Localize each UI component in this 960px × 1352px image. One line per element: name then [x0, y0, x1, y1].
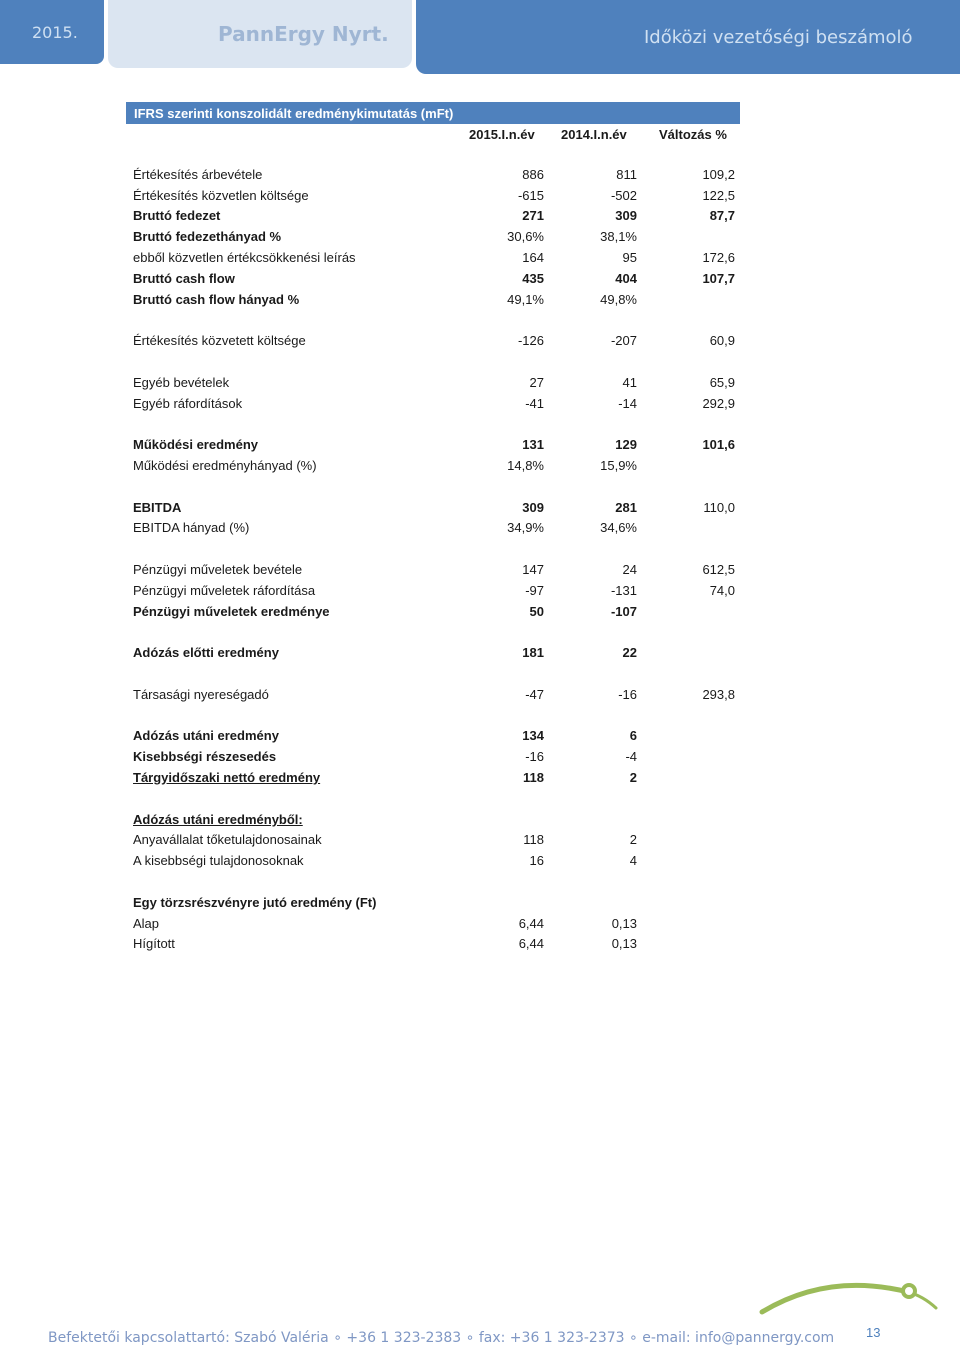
value-2015: 6,44 — [518, 936, 544, 952]
table-row — [133, 601, 743, 622]
value-2015: 181 — [522, 645, 544, 661]
table-row — [133, 164, 743, 185]
value-2014: -207 — [610, 333, 637, 349]
value-2015: 271 — [522, 208, 544, 224]
table-row — [133, 850, 743, 871]
value-2014: 38,1% — [600, 229, 637, 245]
value-change: 110,0 — [703, 499, 735, 515]
row-label: Adózás utáni eredmény — [133, 728, 279, 744]
value-2015: 27 — [529, 374, 544, 390]
value-change: 172,6 — [702, 250, 735, 266]
row-label: Bruttó cash flow — [133, 270, 235, 286]
table-row — [133, 642, 743, 663]
table-row — [133, 372, 743, 393]
value-change: 101,6 — [702, 437, 735, 453]
row-label: Pénzügyi műveletek bevétele — [133, 562, 303, 578]
spacer-row — [133, 705, 743, 726]
table-row — [133, 518, 743, 539]
value-2014: 49,8% — [600, 291, 637, 307]
value-2014: 281 — [615, 499, 637, 515]
value-2015: 50 — [529, 603, 544, 619]
row-label: Alap — [133, 915, 160, 931]
row-label: Adózás utáni eredményből: — [133, 811, 303, 827]
spacer-row — [133, 310, 743, 331]
value-2015: -16 — [525, 749, 544, 765]
table-row — [133, 330, 743, 351]
table-row — [133, 455, 743, 476]
value-2014: 15,9% — [600, 458, 637, 474]
spacer-row — [133, 538, 743, 559]
value-2015: 34,9% — [507, 520, 544, 536]
value-change: 87,7 — [709, 208, 735, 224]
column-header-2014: 2014.I.n.év — [561, 126, 627, 142]
spacer-row — [133, 476, 743, 497]
value-2014: 41 — [622, 374, 637, 390]
row-label: EBITDA — [133, 499, 182, 515]
row-label: Értékesítés közvetett költsége — [133, 333, 306, 349]
row-label: Értékesítés közvetlen költsége — [133, 187, 309, 203]
value-2014: -16 — [618, 686, 637, 702]
row-label: Egy törzsrészvényre jutó eredmény (Ft) — [133, 894, 377, 910]
row-label: Bruttó cash flow hányad % — [133, 291, 300, 307]
row-label: Bruttó fedezet — [133, 208, 221, 224]
footer-contact: Befektetői kapcsolattartó: Szabó Valéria ∘ +36 1 323-2383 ∘ fax: +36 1 323-2373 ∘ e-mail: info@pannergy.com — [48, 1330, 835, 1346]
value-2014: 22 — [622, 645, 637, 661]
value-2014: 404 — [615, 270, 637, 286]
value-2014: -107 — [610, 603, 637, 619]
row-label: Anyavállalat tőketulajdonosainak — [133, 832, 322, 848]
table-row — [133, 746, 743, 767]
table-row — [133, 913, 743, 934]
value-2015: 886 — [522, 166, 544, 182]
value-change: 65,9 — [709, 374, 735, 390]
value-change: 122,5 — [702, 187, 735, 203]
value-2014: 309 — [615, 208, 637, 224]
value-2014: 811 — [616, 166, 637, 182]
value-2015: 49,1% — [507, 291, 544, 307]
table-row — [133, 830, 743, 851]
value-2015: 435 — [522, 270, 544, 286]
header-year: 2015. — [0, 0, 104, 64]
row-label: Működési eredmény — [133, 437, 258, 453]
spacer-row — [133, 788, 743, 809]
table-row — [133, 289, 743, 310]
value-2014: 34,6% — [600, 520, 637, 536]
value-2015: 6,44 — [518, 915, 544, 931]
value-2014: 0,13 — [611, 915, 637, 931]
table-row — [133, 434, 743, 455]
table-row — [133, 559, 743, 580]
value-2015: 30,6% — [507, 229, 544, 245]
value-2015: 14,8% — [507, 458, 544, 474]
value-2014: -502 — [610, 187, 637, 203]
row-label: Bruttó fedezethányad % — [133, 229, 282, 245]
value-2015: 118 — [523, 832, 544, 848]
income-statement-rows — [133, 164, 743, 954]
value-2015: 118 — [523, 770, 544, 785]
row-label: Tárgyidőszaki nettó eredmény — [133, 770, 321, 785]
value-2015: -41 — [525, 395, 544, 411]
value-2015: 131 — [522, 437, 544, 453]
row-label: Egyéb bevételek — [133, 374, 230, 390]
spacer-row — [133, 871, 743, 892]
value-2014: 4 — [629, 853, 637, 869]
value-2014: 6 — [629, 728, 637, 744]
value-2015: -97 — [525, 582, 544, 598]
value-2014: 24 — [622, 562, 637, 578]
row-label: Értékesítés árbevétele — [133, 166, 263, 182]
row-label: Pénzügyi műveletek eredménye — [133, 603, 330, 619]
row-label: Pénzügyi műveletek ráfordítása — [133, 582, 316, 598]
table-title: IFRS szerinti konszolidált eredménykimutatás (mFt) — [126, 102, 740, 124]
page-number: 13 — [866, 1325, 881, 1340]
swoosh-logo-icon — [758, 1278, 940, 1318]
value-2014: 95 — [622, 250, 637, 266]
value-2014: -131 — [610, 582, 637, 598]
table-row — [133, 726, 743, 747]
spacer-row — [133, 663, 743, 684]
table-row — [133, 393, 743, 414]
value-change: 293,8 — [702, 686, 735, 702]
header-company: PannErgy Nyrt. — [108, 0, 412, 68]
row-label: A kisebbségi tulajdonosoknak — [133, 853, 304, 869]
table-row — [133, 809, 743, 830]
row-label: Adózás előtti eredmény — [133, 645, 279, 661]
spacer-row — [133, 622, 743, 643]
value-change: 612,5 — [702, 562, 735, 578]
value-change: 107,7 — [702, 270, 735, 286]
spacer-row — [133, 414, 743, 435]
value-2014: 0,13 — [611, 936, 637, 952]
value-2014: -14 — [618, 395, 637, 411]
table-row — [133, 206, 743, 227]
value-2014: 2 — [629, 832, 637, 848]
row-label: Működési eredményhányad (%) — [133, 458, 317, 474]
table-row — [133, 580, 743, 601]
value-change: 60,9 — [709, 333, 735, 349]
value-2015: 134 — [522, 728, 544, 744]
table-row — [133, 892, 743, 913]
table-row — [133, 933, 743, 954]
row-label: Egyéb ráfordítások — [133, 395, 243, 411]
value-2014: 129 — [615, 437, 637, 453]
table-row — [133, 684, 743, 705]
row-label: ebből közvetlen értékcsökkenési leírás — [133, 250, 356, 266]
value-2015: 164 — [522, 250, 544, 266]
table-row — [133, 268, 743, 289]
column-header-change: Változás % — [659, 126, 727, 142]
table-row — [133, 497, 743, 518]
row-label: Kisebbségi részesedés — [133, 749, 277, 765]
value-2014: 2 — [629, 770, 637, 785]
value-change: 109,2 — [702, 166, 735, 182]
table-row — [133, 226, 743, 247]
header-report-title: Időközi vezetőségi beszámoló — [416, 0, 960, 74]
value-2015: 309 — [522, 499, 544, 515]
value-2014: -4 — [625, 749, 637, 765]
row-label: Hígított — [133, 936, 175, 952]
table-row — [133, 247, 743, 268]
value-2015: 16 — [529, 853, 544, 869]
value-change: 74,0 — [709, 582, 735, 598]
column-header-2015: 2015.I.n.év — [469, 126, 535, 142]
value-2015: -126 — [517, 333, 544, 349]
row-label: EBITDA hányad (%) — [133, 520, 250, 536]
value-2015: -47 — [525, 686, 544, 702]
table-row — [133, 185, 743, 206]
value-change: 292,9 — [702, 395, 735, 411]
table-row — [133, 767, 743, 788]
spacer-row — [133, 351, 743, 372]
value-2015: -615 — [517, 187, 544, 203]
value-2015: 147 — [522, 562, 544, 578]
row-label: Társasági nyereségadó — [133, 686, 269, 702]
